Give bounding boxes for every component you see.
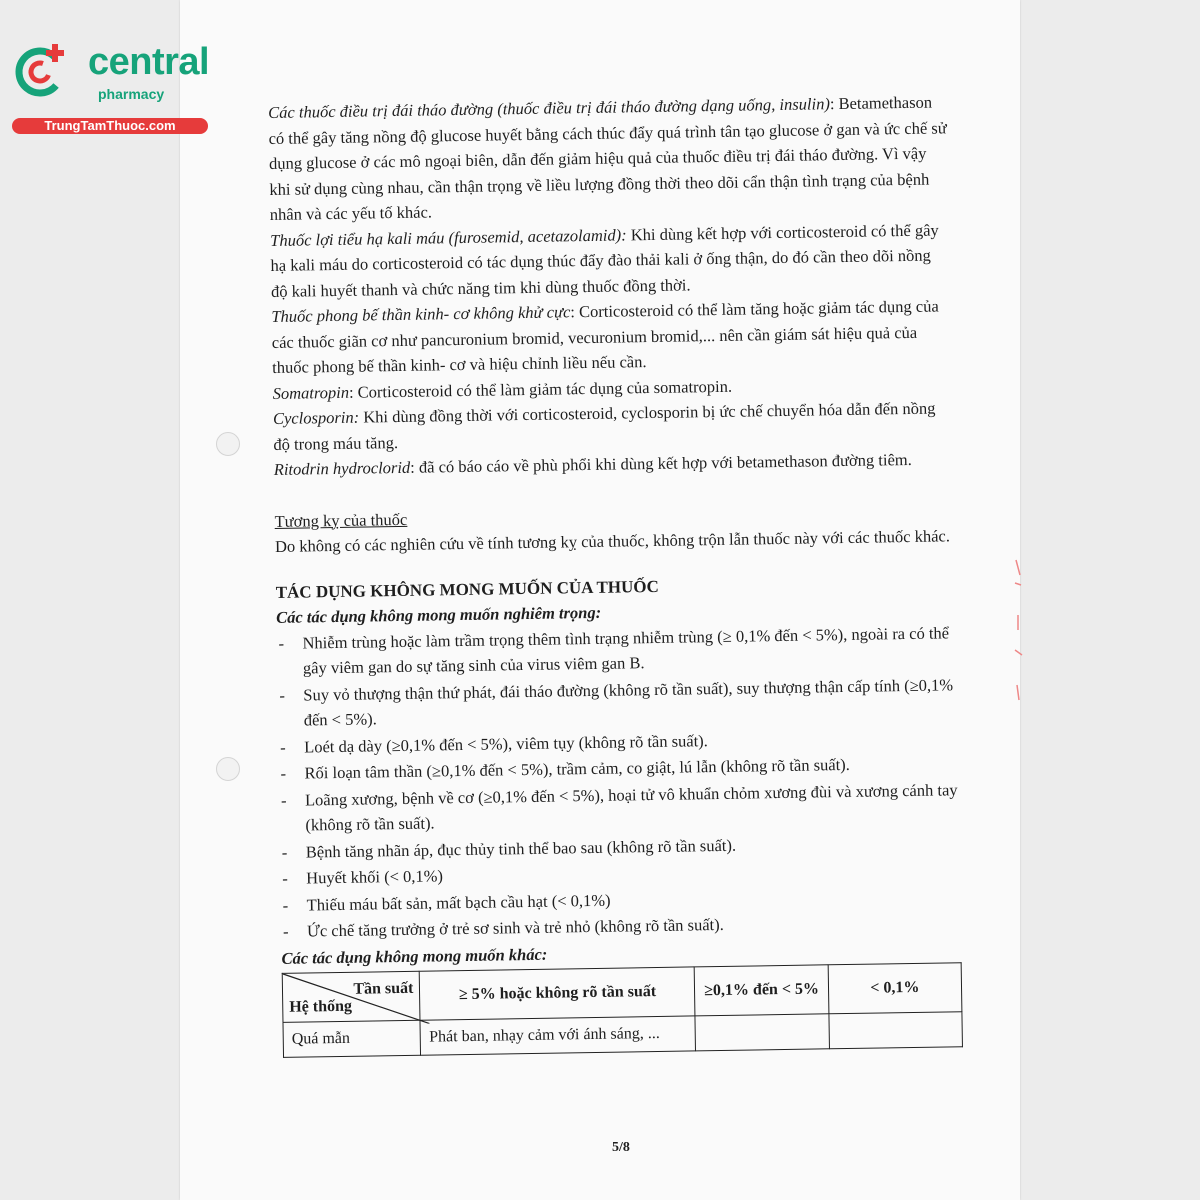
list-item: - Nhiễm trùng hoặc làm trầm trọng thêm tình trạng nhiễm trùng (≥ 0,1% đến < 5%), ngoài ra có thể gây viêm gan do sự tăng sinh của virus viêm gan B. <box>276 620 957 682</box>
list-item: - Thiếu máu bất sản, mất bạch cầu hạt (< 0,1%) <box>280 882 960 918</box>
column-header: ≥0,1% đến < 5% <box>695 965 829 1016</box>
logo-subtitle: pharmacy <box>98 86 165 102</box>
interaction-title: Thuốc lợi tiểu hạ kali máu (furosemid, acetazolamid): <box>270 224 627 250</box>
punch-hole <box>216 432 240 456</box>
document-content <box>268 89 963 1058</box>
compat-title: Tương kỵ của thuốc <box>274 509 408 531</box>
punch-hole <box>216 757 240 781</box>
list-item: - Rối loạn tâm thần (≥0,1% đến < 5%), trầm cảm, co giật, lú lẫn (không rõ tần suất). <box>278 750 958 786</box>
logo-name: central <box>88 41 210 83</box>
interaction-title: Các thuốc điều trị đái tháo đường (thuốc điều trị đái tháo đường dạng uống, insulin) <box>268 94 831 122</box>
logo-url: TrungTamThuoc.com <box>12 118 208 134</box>
serious-effects-title: Các tác dụng không mong muốn nghiêm trọng: <box>275 602 602 627</box>
list-item: - Bệnh tăng nhãn áp, đục thủy tinh thể bao sau (không rõ tần suất). <box>280 829 960 865</box>
adverse-effects-table <box>282 962 963 1058</box>
interaction-title: Ritodrin hydroclorid <box>273 457 411 479</box>
interaction-body: : Corticosteroid có thể làm giảm tác dụng của somatropin. <box>348 376 733 402</box>
interaction-title: Cyclosporin: <box>272 407 360 428</box>
table-cell-system: Quá mẫn <box>283 1020 421 1057</box>
list-item: - Loét dạ dày (≥0,1% đến < 5%), viêm tụy (không rõ tần suất). <box>278 724 958 760</box>
central-pharmacy-logo <box>10 38 215 138</box>
red-stamp-mark <box>1012 555 1026 705</box>
list-item: - Loãng xương, bệnh về cơ (≥0,1% đến < 5%), hoại tử vô khuẩn chỏm xương đùi và xương cánh tay (không rõ tần suất). <box>279 777 960 839</box>
table-corner-cell <box>282 971 420 1022</box>
other-effects-title: Các tác dụng không mong muốn khác: <box>281 944 548 968</box>
table-cell <box>695 1014 829 1051</box>
interaction-body: Khi dùng đồng thời với corticosteroid, cyclosporin bị ức chế chuyển hóa dẫn đến nồng độ trong máu tăng. <box>273 398 936 454</box>
interaction-title: Thuốc phong bế thần kinh- cơ không khử cực <box>271 302 571 326</box>
list-item: - Huyết khối (< 0,1%) <box>280 855 960 891</box>
interaction-body: : đã có báo cáo về phù phổi khi dùng kết hợp với betamethason đường tiêm. <box>410 449 912 477</box>
column-header: < 0,1% <box>828 963 962 1014</box>
logo-icon <box>14 42 70 98</box>
page-number: 5/8 <box>612 1140 630 1155</box>
table-cell: Phát ban, nhạy cảm với ánh sáng, ... <box>420 1016 695 1055</box>
serious-effects-list <box>276 620 961 945</box>
list-item: - Ức chế tăng trưởng ở trẻ sơ sinh và trẻ nhỏ (không rõ tần suất). <box>281 908 961 944</box>
table-cell <box>829 1012 963 1049</box>
interaction-title: Somatropin <box>272 382 350 403</box>
interaction-body: Khi dùng kết hợp với corticosteroid có thể gây hạ kali máu do corticosteroid có tác dụng thúc đẩy đào thải kali ở ống thận, do đó cần theo dõi nồng độ kali huyết thanh và chức năng tim khi dùng thuốc đồng thời. <box>270 219 939 301</box>
corner-system-label: Hệ thống <box>289 997 353 1016</box>
column-header: ≥ 5% hoặc không rõ tần suất <box>420 967 696 1020</box>
interaction-diuretic <box>270 217 951 304</box>
interaction-body: : Betamethason có thể gây tăng nồng độ glucose huyết bằng cách thúc đẩy quá trình tân tạo glucose ở gan và ức chế sử dụng glucose ở các mô ngoại biên, dẫn đến giảm hiệu quả của thuốc điều trị đái tháo đường. Vì vậy khi sử dụng cùng nhau, cần thận trọng về liều lượng đồng thời theo dõi cẩn thận tình trạng của bệnh nhân và các yếu tố khác. <box>268 92 947 224</box>
interaction-neuromuscular <box>271 293 952 380</box>
list-item: - Suy vỏ thượng thận thứ phát, đái tháo đường (không rõ tần suất), suy thượng thận cấp tính (≥0,1% đến < 5%). <box>277 672 958 734</box>
corner-frequency-label: Tần suất <box>353 979 414 998</box>
interaction-diabetes <box>268 89 950 227</box>
interaction-body: : Corticosteroid có thể làm tăng hoặc giảm tác dụng của các thuốc giãn cơ như pancuronium bromid, vecuronium bromid,... nên cần giám sát hiệu quả của thuốc phong bế thần kinh- cơ và hiệu chỉnh liều nếu cần. <box>271 296 939 377</box>
adverse-heading: TÁC DỤNG KHÔNG MONG MUỐN CỦA THUỐC <box>275 576 659 602</box>
compat-body: Do không có các nghiên cứu về tính tương kỵ của thuốc, không trộn lẫn thuốc này với các thuốc khác. <box>274 526 951 556</box>
